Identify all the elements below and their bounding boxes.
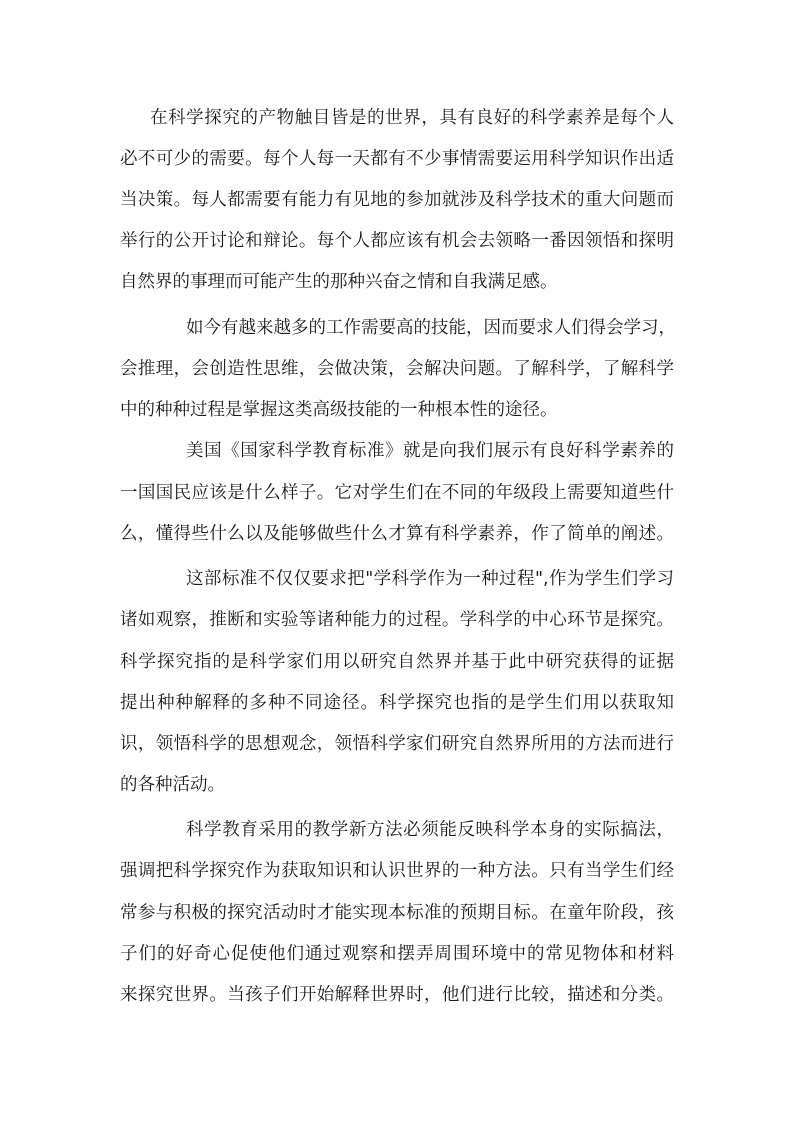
text-line: 会推理，会创造性思维，会做决策，会解决问题。了解科学，了解科学: [120, 359, 674, 379]
text-line: 诸如观察，推断和实验等诸种能力的过程。学科学的中心环节是探究。: [120, 610, 674, 630]
text-line: 这部标准不仅仅要求把"学科学作为一种过程",作为学生们学习: [186, 569, 674, 589]
text-line: 如今有越来越多的工作需要高的技能，因而要求人们得会学习，: [186, 318, 676, 338]
text-line: 识，领悟科学的思想观念，领悟科学家们研究自然界所用的方法而进行: [120, 734, 674, 754]
text-line: 中的种种过程是掌握这类高级技能的一种根本性的途径。: [120, 400, 558, 420]
text-line: 自然界的事理而可能产生的那种兴奋之情和自我满足感。: [120, 272, 558, 292]
text-line: 美国《国家科学教育标准》就是向我们展示有良好科学素养的: [186, 441, 674, 461]
text-line: 子们的好奇心促使他们通过观察和摆弄周围环境中的常见物体和材料: [120, 944, 674, 964]
text-line: 必不可少的需要。每个人每一天都有不少事情需要运用科学知识作出适: [120, 149, 674, 169]
text-line: 强调把科学探究作为获取知识和认识世界的一种方法。只有当学生们经: [120, 861, 674, 881]
text-line: 当决策。每人都需要有能力有见地的参加就涉及科学技术的重大问题而: [120, 190, 674, 210]
text-line: 科学探究指的是科学家们用以研究自然界并基于此中研究获得的证据: [120, 652, 674, 672]
text-line: 举行的公开讨论和辩论。每个人都应该有机会去领略一番因领悟和探明: [120, 231, 674, 251]
text-line: 一国国民应该是什么样子。它对学生们在不同的年级段上需要知道些什: [120, 483, 674, 503]
text-line: 在科学探究的产物触目皆是的世界，具有良好的科学素养是每个人: [150, 108, 674, 128]
text-line: 来探究世界。当孩子们开始解释世界时，他们进行比较，描述和分类。: [120, 985, 674, 1005]
text-line: 提出种种解释的多种不同途径。科学探究也指的是学生们用以获取知: [120, 693, 674, 713]
text-line: 科学教育采用的教学新方法必须能反映科学本身的实际搞法，: [186, 820, 674, 840]
text-line: 常参与积极的探究活动时才能实现本标准的预期目标。在童年阶段，孩: [120, 903, 674, 923]
text-line: 的各种活动。: [120, 775, 225, 795]
text-line: 么，懂得些什么以及能够做些什么才算有科学素养，作了简单的阐述。: [120, 524, 674, 544]
